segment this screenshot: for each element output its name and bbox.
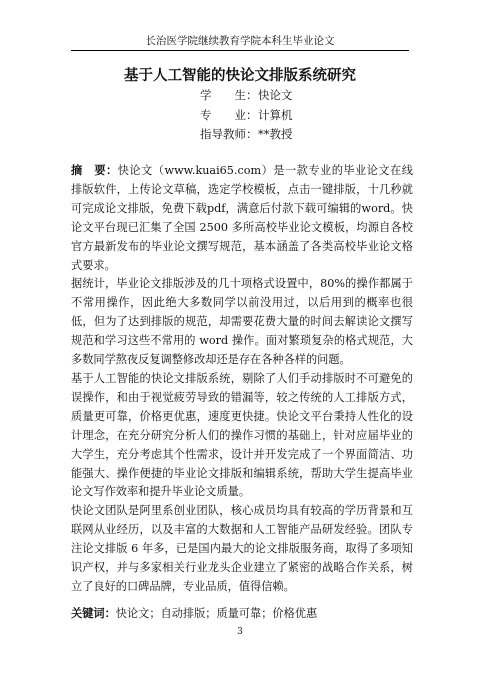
page-number: 3 [237,627,243,637]
student-value: 快论文 [258,88,293,102]
abstract-paragraph-1 [71,162,413,275]
abstract-text-1: 快论文（www.kuai65.com）是一款专业的毕业论文在线排版软件，上传论文草稿，选定学校模板，点击一键排版，十几秒就可完成论文排版，免费下载pdf，满意后付款下载可编辑的word。快论文平台现已汇集了全国 2500 多所高校毕业论文模板，均源自各校官方最新发布的毕业论文撰写规范，基本涵盖了各类高校毕业论文格式要求。 [71,164,413,272]
paper-title: 基于人工智能的快论文排版系统研究 [124,68,356,84]
keywords-label: 关键词： [71,606,116,620]
keywords-line [71,605,413,624]
keywords-text: 快论文；自动排版；质量可靠；价格优惠 [115,606,318,620]
abstract-paragraph-4: 快论文团队是阿里系创业团队，核心成员均具有较高的学历背景和互联网从业经历，以及丰富的大数据和人工智能产品研发经验。团队专注论文排版 6 年多，已是国内最大的论文排版服务商，取得了多项知识产权，并与多家相关行业龙头企业建立了紧密的战略合作关系，树立了良好的口碑品牌，专业品质，值得信赖。 [71,504,413,593]
major-value: 计算机 [258,108,293,122]
abstract-paragraph-3: 基于人工智能的快论文排版系统，剔除了人们手动排版时不可避免的误操作，和由于视觉疲劳导致的错漏等，较之传统的人工排版方式，质量更可靠，价格更优惠，速度更快捷。快论文平台秉持人性化的设计理念，在充分研究分析人们的操作习惯的基础上，针对应届毕业的大学生，充分考虑其个性需求，设计并开发完成了一个界面简洁、功能强大、操作便捷的毕业论文排版和编辑系统，帮助大学生提高毕业论文写作效率和提升毕业论文质量。 [71,371,413,499]
advisor-value: **教授 [258,127,293,141]
student-label: 学 生： [200,88,258,102]
advisor-label: 指导教师： [200,127,258,141]
major-label: 专 业： [200,108,258,122]
running-header: 长治医学院继续教育学院本科生毕业论文 [71,32,409,51]
abstract-paragraph-2: 据统计，毕业论文排版涉及的几十项格式设置中，80%的操作都属于不常用操作，因此绝大多数同学以前没用过，以后用到的概率也很低，但为了达到排版的规范，却需要花费大量的时间去解读论文撰写规范和学习这些不常用的 word 操作。面对繁琐复杂的格式规范，大多数同学熬夜反复调整修改却还是存在各种各样的问题。 [71,277,413,367]
abstract-label: 摘 要： [71,164,118,177]
abstract-body [71,162,413,624]
